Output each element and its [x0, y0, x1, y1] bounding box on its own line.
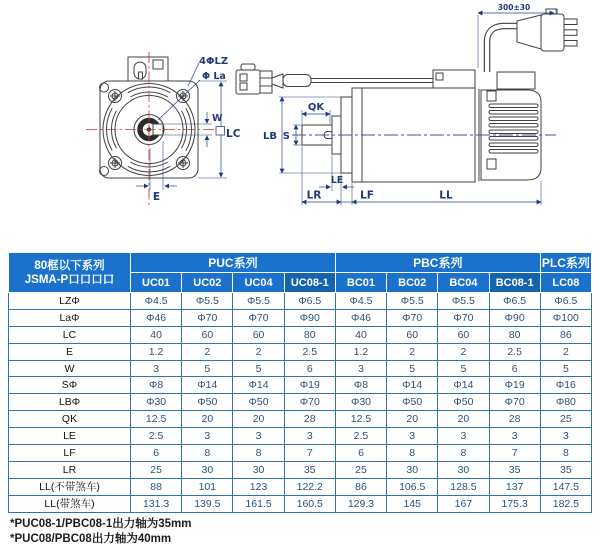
- spec-cell: Φ70: [387, 309, 438, 326]
- spec-cell: Φ30: [131, 394, 182, 411]
- table-row: [9, 343, 592, 360]
- spec-cell: 145: [387, 495, 438, 512]
- spec-cell: 30: [387, 461, 438, 478]
- spec-cell: Φ50: [387, 394, 438, 411]
- spec-cell: 80: [284, 326, 335, 343]
- spec-cell: 60: [387, 326, 438, 343]
- model-header: BC08-1: [489, 273, 540, 293]
- spec-cell: 3: [131, 360, 182, 377]
- spec-cell: 35: [489, 461, 540, 478]
- spec-cell: 131.3: [131, 495, 182, 512]
- row-label: QK: [9, 411, 131, 428]
- spec-cell: 8: [540, 445, 591, 462]
- group-header-pbc: PBC系列: [335, 253, 540, 273]
- corner-line1: 80框以下系列: [34, 259, 105, 272]
- dim-label-lc: LC: [226, 128, 241, 140]
- spec-cell: 182.5: [540, 495, 591, 512]
- spec-cell: 161.5: [233, 495, 284, 512]
- model-header: BC02: [387, 273, 438, 293]
- spec-cell: 7: [489, 445, 540, 462]
- spec-cell: 7: [284, 445, 335, 462]
- spec-cell: Φ4.5: [131, 293, 182, 310]
- row-label: LaΦ: [9, 309, 131, 326]
- spec-cell: 3: [438, 428, 489, 445]
- footnote-line: *PUC08/PBC08出力轴为40mm: [10, 533, 172, 545]
- spec-cell: 40: [335, 326, 386, 343]
- spec-cell: Φ100: [540, 309, 591, 326]
- model-header: BC04: [438, 273, 489, 293]
- dim-label-lb: LB: [263, 131, 277, 142]
- spec-cell: 5: [438, 360, 489, 377]
- spec-cell: Φ50: [182, 394, 233, 411]
- table-row: [9, 428, 592, 445]
- table-row: [9, 445, 592, 462]
- spec-cell: 2.5: [489, 343, 540, 360]
- spec-cell: 12.5: [335, 411, 386, 428]
- encoder-connector: [236, 64, 433, 94]
- row-label: LL(带煞车): [9, 495, 131, 512]
- spec-cell: Φ90: [489, 309, 540, 326]
- spec-cell: 6: [131, 445, 182, 462]
- row-label: W: [9, 360, 131, 377]
- table-row: [9, 495, 592, 512]
- spec-cell: 5: [540, 360, 591, 377]
- dim-label-lr: LR: [306, 189, 322, 202]
- spec-cell: Φ50: [438, 394, 489, 411]
- spec-cell: Φ70: [182, 309, 233, 326]
- row-label: LL(不带煞车): [9, 478, 131, 495]
- spec-cell: 8: [387, 445, 438, 462]
- spec-cell: 5: [182, 360, 233, 377]
- spec-cell: 86: [540, 326, 591, 343]
- spec-cell: 2: [540, 343, 591, 360]
- table-row: [9, 461, 592, 478]
- dim-label-qk: QK: [307, 102, 325, 113]
- dim-label-la: Φ La: [202, 71, 226, 82]
- dim-label-4lz: 4ΦLZ: [199, 56, 229, 67]
- front-dimensions: [136, 63, 227, 190]
- spec-cell: 28: [284, 411, 335, 428]
- spec-cell: 5: [387, 360, 438, 377]
- spec-cell: 35: [540, 461, 591, 478]
- spec-cell: Φ30: [335, 394, 386, 411]
- dim-label-ll: LL: [439, 189, 453, 202]
- spec-cell: 80: [489, 326, 540, 343]
- motor-side-view: [302, 70, 541, 182]
- corner-header: [9, 253, 131, 293]
- spec-table: [8, 252, 592, 513]
- dim-label-le: LE: [330, 175, 344, 186]
- terminal-block: [128, 57, 168, 81]
- table-row: [9, 309, 592, 326]
- footnotes: [10, 517, 192, 547]
- dim-label-s: S: [282, 131, 290, 142]
- spec-cell: 147.5: [540, 478, 591, 495]
- spec-cell: Φ5.5: [182, 293, 233, 310]
- spec-cell: Φ70: [489, 394, 540, 411]
- table-row: [9, 360, 592, 377]
- table-row: [9, 326, 592, 343]
- spec-cell: 3: [489, 428, 540, 445]
- table-row: [9, 394, 592, 411]
- spec-cell: Φ70: [233, 309, 284, 326]
- spec-cell: Φ14: [182, 377, 233, 394]
- spec-cell: 3: [387, 428, 438, 445]
- spec-cell: 20: [387, 411, 438, 428]
- spec-cell: Φ19: [489, 377, 540, 394]
- spec-cell: 30: [438, 461, 489, 478]
- spec-cell: Φ16: [540, 377, 591, 394]
- spec-cell: Φ14: [438, 377, 489, 394]
- dim-label-lf: LF: [360, 189, 374, 202]
- spec-cell: 8: [438, 445, 489, 462]
- spec-cell: 25: [131, 461, 182, 478]
- dimension-diagram: [0, 0, 600, 250]
- spec-cell: 2.5: [335, 428, 386, 445]
- spec-cell: 129.3: [335, 495, 386, 512]
- spec-cell: Φ6.5: [489, 293, 540, 310]
- spec-cell: 60: [182, 326, 233, 343]
- spec-cell: 101: [182, 478, 233, 495]
- spec-cell: 2.5: [131, 428, 182, 445]
- model-header: BC01: [335, 273, 386, 293]
- spec-cell: Φ50: [233, 394, 284, 411]
- spec-cell: 35: [284, 461, 335, 478]
- spec-cell: 6: [489, 360, 540, 377]
- spec-cell: 12.5: [131, 411, 182, 428]
- cooling-fins: [489, 104, 538, 153]
- spec-cell: Φ46: [335, 309, 386, 326]
- spec-cell: Φ5.5: [233, 293, 284, 310]
- dim-label-e: E: [152, 191, 161, 203]
- spec-cell: 3: [284, 428, 335, 445]
- spec-cell: Φ70: [284, 394, 335, 411]
- power-connector: [487, 9, 577, 72]
- row-label: LC: [9, 326, 131, 343]
- spec-cell: 2.5: [284, 343, 335, 360]
- spec-cell: 2: [387, 343, 438, 360]
- spec-cell: 2: [438, 343, 489, 360]
- spec-cell: 25: [335, 461, 386, 478]
- spec-cell: 123: [233, 478, 284, 495]
- spec-cell: 40: [131, 326, 182, 343]
- dim-label-w: W: [212, 113, 223, 124]
- model-header: UC02: [182, 273, 233, 293]
- row-label: LR: [9, 461, 131, 478]
- spec-cell: Φ19: [284, 377, 335, 394]
- spec-cell: 20: [182, 411, 233, 428]
- spec-cell: 160.5: [284, 495, 335, 512]
- row-label: LF: [9, 445, 131, 462]
- footnote-line: *PUC08-1/PBC08-1出力轴为35mm: [10, 518, 192, 530]
- model-header: UC08-1: [284, 273, 335, 293]
- spec-cell: 60: [233, 326, 284, 343]
- spec-cell: Φ14: [233, 377, 284, 394]
- spec-cell: 139.5: [182, 495, 233, 512]
- row-label: LE: [9, 428, 131, 445]
- spec-cell: 5: [233, 360, 284, 377]
- spec-cell: 106.5: [387, 478, 438, 495]
- row-label: SΦ: [9, 377, 131, 394]
- table-row: [9, 411, 592, 428]
- spec-cell: 3: [182, 428, 233, 445]
- spec-cell: 8: [233, 445, 284, 462]
- corner-line2: JSMA-P口口口口: [24, 273, 115, 286]
- spec-cell: Φ5.5: [387, 293, 438, 310]
- spec-cell: 6: [335, 445, 386, 462]
- spec-cell: Φ46: [131, 309, 182, 326]
- row-label: E: [9, 343, 131, 360]
- spec-cell: 88: [131, 478, 182, 495]
- spec-cell: Φ4.5: [335, 293, 386, 310]
- spec-cell: 2: [182, 343, 233, 360]
- spec-cell: 25: [540, 411, 591, 428]
- row-label: LZΦ: [9, 293, 131, 310]
- spec-cell: 1.2: [335, 343, 386, 360]
- spec-cell: Φ5.5: [438, 293, 489, 310]
- spec-cell: 3: [540, 428, 591, 445]
- spec-cell: Φ6.5: [540, 293, 591, 310]
- spec-cell: 3: [335, 360, 386, 377]
- table-row: [9, 377, 592, 394]
- spec-cell: 167: [438, 495, 489, 512]
- group-header-row: [9, 253, 592, 273]
- spec-cell: 2: [233, 343, 284, 360]
- spec-cell: Φ14: [387, 377, 438, 394]
- spec-cell: 128.5: [438, 478, 489, 495]
- table-row: [9, 478, 592, 495]
- spec-cell: Φ6.5: [284, 293, 335, 310]
- spec-cell: 28: [489, 411, 540, 428]
- spec-cell: 30: [233, 461, 284, 478]
- model-header: LC08: [540, 273, 591, 293]
- model-header: UC04: [233, 273, 284, 293]
- spec-cell: Φ70: [438, 309, 489, 326]
- spec-cell: 137: [489, 478, 540, 495]
- group-header-plc: PLC系列: [540, 253, 591, 273]
- spec-cell: Φ90: [284, 309, 335, 326]
- model-header: UC01: [131, 273, 182, 293]
- spec-cell: 60: [438, 326, 489, 343]
- group-header-puc: PUC系列: [131, 253, 336, 273]
- spec-cell: 6: [284, 360, 335, 377]
- spec-cell: 8: [182, 445, 233, 462]
- row-label: LBΦ: [9, 394, 131, 411]
- spec-cell: Φ80: [540, 394, 591, 411]
- spec-cell: 175.3: [489, 495, 540, 512]
- spec-cell: Φ8: [335, 377, 386, 394]
- spec-cell: 86: [335, 478, 386, 495]
- spec-cell: 20: [438, 411, 489, 428]
- spec-cell: 1.2: [131, 343, 182, 360]
- spec-cell: 122.2: [284, 478, 335, 495]
- spec-cell: 20: [233, 411, 284, 428]
- spec-cell: Φ8: [131, 377, 182, 394]
- table-row: [9, 293, 592, 310]
- spec-cell: 3: [233, 428, 284, 445]
- spec-cell: 30: [182, 461, 233, 478]
- dim-label-cable-length: 300±30: [497, 3, 531, 12]
